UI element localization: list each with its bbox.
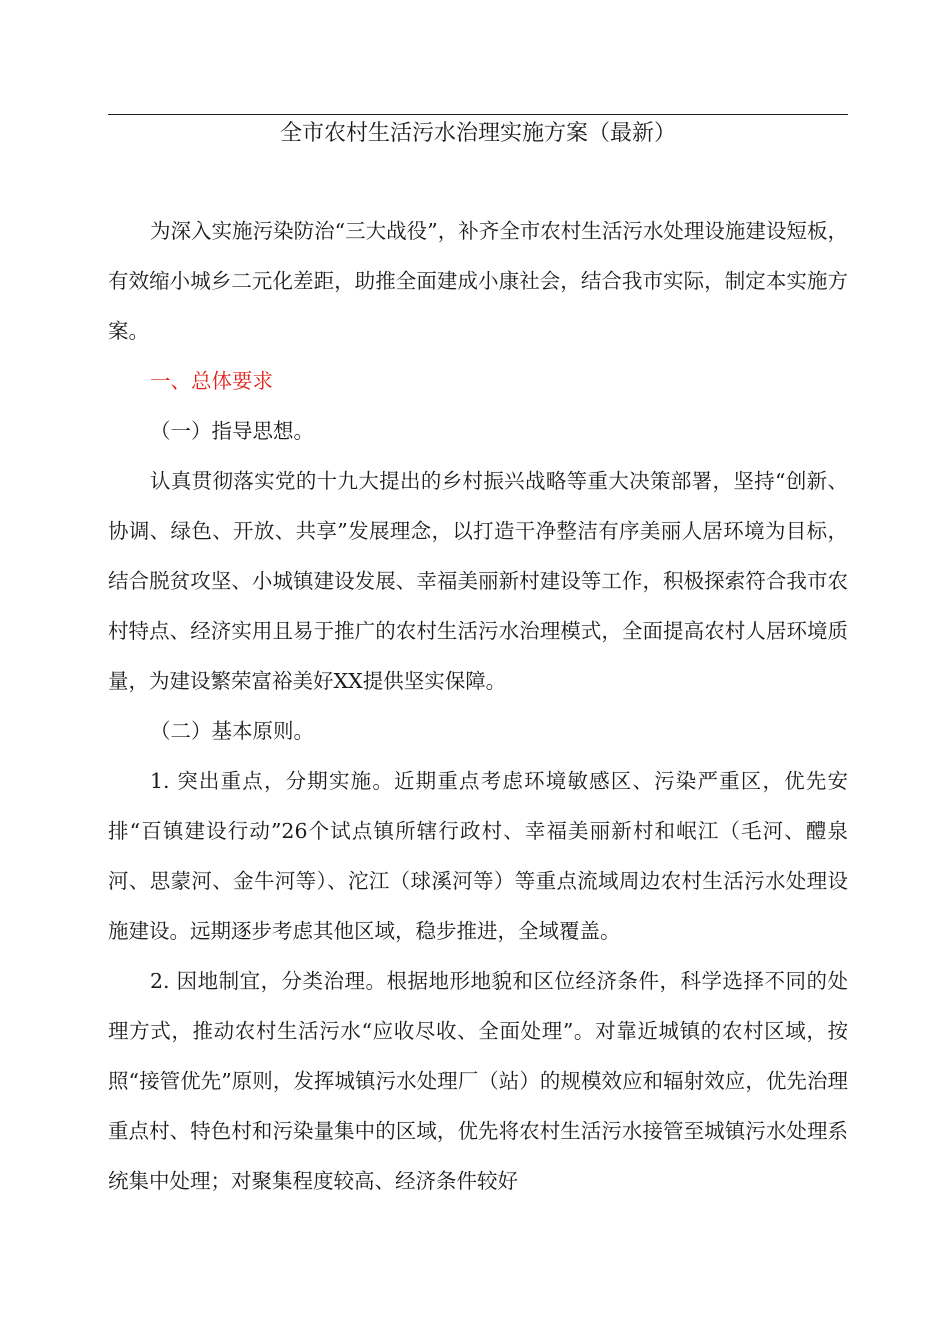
document-body bbox=[108, 206, 848, 1206]
subsection-heading-guiding-ideology: （一）指导思想。 bbox=[150, 419, 314, 443]
intro-paragraph: 为深入实施污染防治“三大战役”，补齐全市农村生活污水处理设施建设短板，有效缩小城乡二元化差距，助推全面建成小康社会，结合我市实际，制定本实施方案。 bbox=[108, 219, 848, 343]
header-rule bbox=[108, 114, 848, 115]
principle-2-paragraph: 2. 因地制宜，分类治理。根据地形地貌和区位经济条件，科学选择不同的处理方式，推动农村生活污水“应收尽收、全面处理”。对靠近城镇的农村区域，按照“接管优先”原则，发挥城镇污水处理厂（站）的规模效应和辐射效应，优先治理重点村、特色村和污染量集中的区域，优先将农村生活污水接管至城镇污水处理系统集中处理；对聚集程度较高、经济条件较好 bbox=[108, 969, 848, 1193]
subsection-heading-basic-principles: （二）基本原则。 bbox=[150, 719, 314, 743]
guiding-ideology-paragraph: 认真贯彻落实党的十九大提出的乡村振兴战略等重大决策部署，坚持“创新、协调、绿色、开放、共享”发展理念，以打造干净整洁有序美丽人居环境为目标，结合脱贫攻坚、小城镇建设发展、幸福美丽新村建设等工作，积极探索符合我市农村特点、经济实用且易于推广的农村生活污水治理模式，全面提高农村人居环境质量，为建设繁荣富裕美好XX提供坚实保障。 bbox=[108, 469, 848, 693]
section-heading-general-requirements: 一、总体要求 bbox=[150, 369, 273, 393]
principle-1-paragraph: 1. 突出重点，分期实施。近期重点考虑环境敏感区、污染严重区，优先安排“百镇建设行动”26个试点镇所辖行政村、幸福美丽新村和岷江（毛河、醴泉河、思蒙河、金牛河等）、沱江（球溪河等）等重点流域周边农村生活污水处理设施建设。远期逐步考虑其他区域，稳步推进，全域覆盖。 bbox=[108, 769, 848, 943]
document-title: 全市农村生活污水治理实施方案（最新） bbox=[279, 121, 676, 146]
